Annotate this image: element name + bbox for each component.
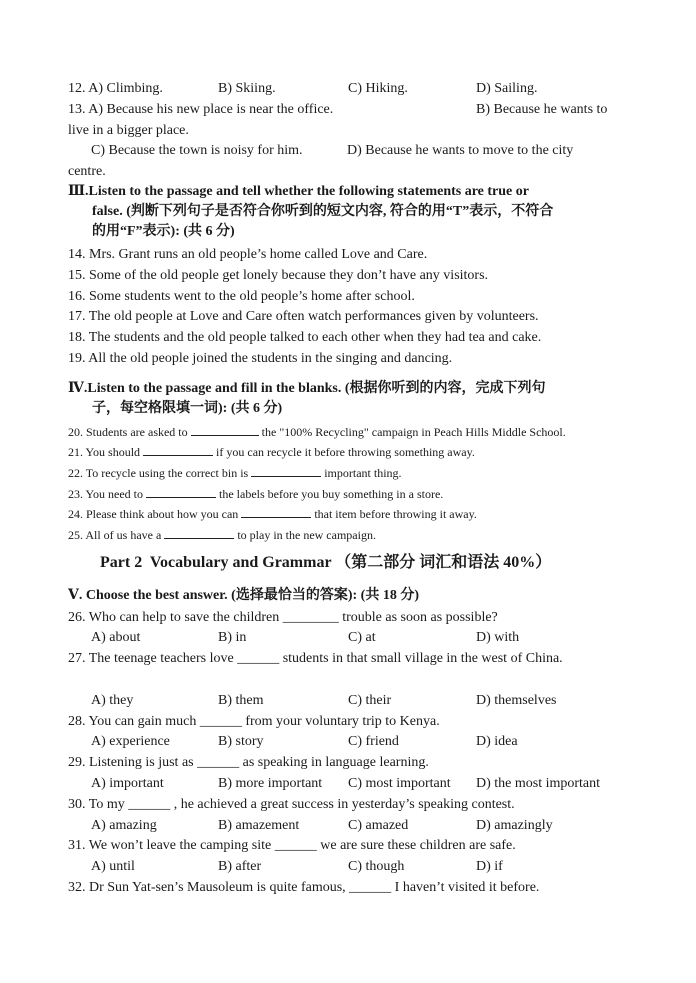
statement-15: 15. Some of the old people get lonely because they don’t have any visitors.: [68, 268, 489, 283]
q26-option-c: C) at: [348, 630, 376, 645]
section-4-heading: Ⅳ.Listen to the passage and fill in the blanks. (根据你听到的内容，完成下列句: [68, 381, 546, 396]
q30-option-b: B) amazement: [218, 818, 300, 833]
q13-option-d: D) Because he wants to move to the city: [347, 143, 574, 158]
question-30: 30. To my ______ , he achieved a great success in yesterday’s speaking contest.: [68, 797, 515, 812]
fill-25: 25. All of us have a to play in the new campaign.: [68, 528, 376, 542]
fill-22: 22. To recycle using the correct bin is important thing.: [68, 466, 402, 480]
q28-option-d: D) idea: [476, 734, 518, 749]
question-31: 31. We won’t leave the camping site ______ we are sure these children are safe.: [68, 838, 516, 853]
q26-option-b: B) in: [218, 630, 247, 645]
q13-option-b-cont: live in a bigger place.: [68, 123, 189, 138]
q12-option-c: C) Hiking.: [348, 81, 408, 96]
q12-option-a: 12. A) Climbing.: [68, 81, 163, 96]
section-4-instruction: 子，每空格限填一词): (共 6 分): [92, 401, 283, 416]
section-3-instruction: false. (判断下列句子是否符合你听到的短文内容, 符合的用“T”表示，不符合: [92, 204, 554, 219]
q30-option-d: D) amazingly: [476, 818, 553, 833]
question-29: 29. Listening is just as ______ as speaking in language learning.: [68, 755, 429, 770]
question-32: 32. Dr Sun Yat-sen’s Mausoleum is quite famous, ______ I haven’t visited it before.: [68, 880, 540, 895]
q13-option-a: 13. A) Because his new place is near the office.: [68, 102, 334, 117]
section-5-heading: Ⅴ. Choose the best answer. (选择最恰当的答案): (共 18 分): [68, 588, 419, 603]
q13-option-d-cont: centre.: [68, 164, 106, 179]
q27-option-c: C) their: [348, 693, 392, 708]
fill-21: 21. You should if you can recycle it before throwing something away.: [68, 445, 475, 459]
q31-option-d: D) if: [476, 859, 503, 874]
q27-option-d: D) themselves: [476, 693, 557, 708]
question-28: 28. You can gain much ______ from your voluntary trip to Kenya.: [68, 714, 440, 729]
q27-option-b: B) them: [218, 693, 264, 708]
q28-option-a: A) experience: [91, 734, 170, 749]
q29-option-a: A) important: [91, 776, 164, 791]
q30-option-a: A) amazing: [91, 818, 157, 833]
q27-option-a: A) they: [91, 693, 134, 708]
question-26: 26. Who can help to save the children ________ trouble as soon as possible?: [68, 610, 498, 625]
statement-17: 17. The old people at Love and Care often watch performances given by volunteers.: [68, 309, 539, 324]
q30-option-c: C) amazed: [348, 818, 409, 833]
q12-option-b: B) Skiing.: [218, 81, 276, 96]
q28-option-c: C) friend: [348, 734, 399, 749]
q13-option-c: C) Because the town is noisy for him.: [91, 143, 303, 158]
q31-option-a: A) until: [91, 859, 135, 874]
fill-20: 20. Students are asked to the "100% Recycling" campaign in Peach Hills Middle School.: [68, 425, 566, 439]
q26-option-a: A) about: [91, 630, 141, 645]
q29-option-c: C) most important: [348, 776, 451, 791]
section-3-heading: Ⅲ.Listen to the passage and tell whether the following statements are true or: [68, 184, 529, 199]
q12-option-d: D) Sailing.: [476, 81, 538, 96]
fill-23: 23. You need to the labels before you buy something in a store.: [68, 487, 444, 501]
statement-18: 18. The students and the old people talked to each other when they had tea and cake.: [68, 330, 542, 345]
statement-16: 16. Some students went to the old people’s home after school.: [68, 289, 415, 304]
question-27: 27. The teenage teachers love ______ students in that small village in the west of China.: [68, 651, 563, 666]
statement-19: 19. All the old people joined the students in the singing and dancing.: [68, 351, 453, 366]
q31-option-b: B) after: [218, 859, 262, 874]
q29-option-d: D) the most important: [476, 776, 601, 791]
statement-14: 14. Mrs. Grant runs an old people’s home called Love and Care.: [68, 247, 428, 262]
q31-option-c: C) though: [348, 859, 405, 874]
q28-option-b: B) story: [218, 734, 264, 749]
fill-24: 24. Please think about how you can that item before throwing it away.: [68, 507, 477, 521]
part-2-heading: Part 2 Vocabulary and Grammar （第二部分 词汇和语法 40%）: [100, 554, 552, 571]
q26-option-d: D) with: [476, 630, 520, 645]
q29-option-b: B) more important: [218, 776, 323, 791]
section-3-instruction-cont: 的用“F”表示): (共 6 分): [92, 224, 235, 239]
q13-option-b: B) Because he wants to: [476, 102, 608, 117]
